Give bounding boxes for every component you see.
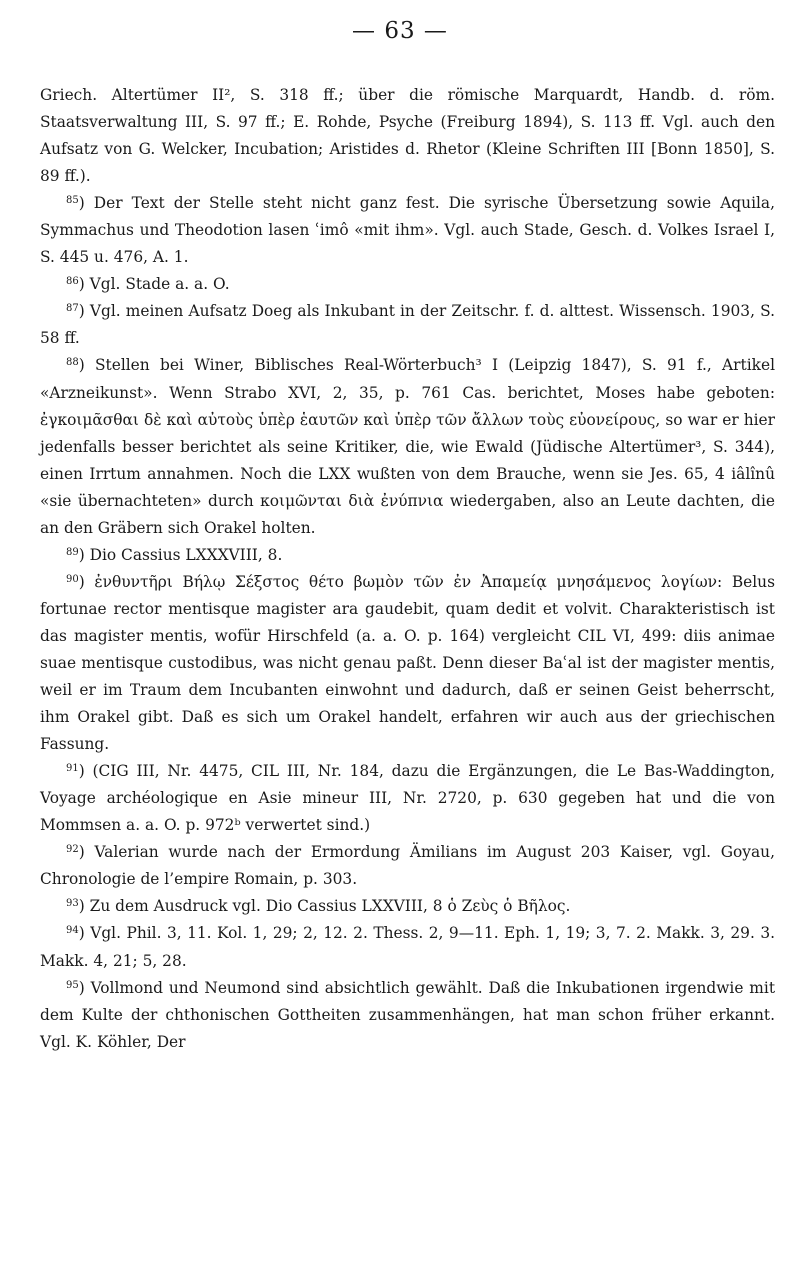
- footnote-91: $^{91}$) (CIG III, Nr. 4475, CIL III, Nr. 184, dazu die Ergänzungen, die Le Bas-Waddington, Voyage archéologique en Asie mineur III, Nr. 2720, p. 630 gegeben hat und die von Mommsen a. a. O. p. 972ᵇ verwertet sind.): [40, 762, 775, 835]
- footnote-marker: 95: [66, 979, 79, 991]
- page-body: [40, 82, 775, 1056]
- footnote-93: $^{93}$) Zu dem Ausdruck vgl. Dio Cassius LXXVIII, 8 ὁ Ζεὺς ὁ Βῆλος.: [66, 897, 571, 916]
- footnote-85: $^{85}$) Der Text der Stelle steht nicht ganz fest. Die syrische Übersetzung sowie Aquila, Symmachus und Theodotion lasen ʿimô «mit ihm». Vgl. auch Stade, Gesch. d. Volkes Israel I, S. 445 u. 476, A. 1.: [40, 194, 775, 267]
- footnote-92: $^{92}$) Valerian wurde nach der Ermordung Ämilians im August 203 Kaiser, vgl. Goyau, Chronologie de l’empire Romain, p. 303.: [40, 843, 775, 889]
- footnote-90: $^{90}$) ἐνθυντῆρι Βήλῳ Σέξστος θέτο βωμὸν τῶν ἐν Ἀπαμείᾳ μνησάμενος λογίων: Belus fortunae rector mentisque magister ara gaudebit, quam dedit et volvit. Charakteristisch ist das magister mentis, wofür Hirschfeld (a. a. O. p. 164) vergleicht CIL VI, 499: diis animae suae mentisque custodibus, was nicht genau paßt. Denn dieser Baʿal ist der magister mentis, weil er im Traum dem Incubanten einwohnt und dadurch, daß er seinen Geist beherrscht, ihm Orakel gibt. Daß es sich um Orakel handelt, erfahren wir auch aus der griechischen Fassung.: [40, 572, 775, 754]
- footnote-text: Der Text der Stelle steht nicht ganz fest. Die syrische Übersetzung sowie Aquila, Symmachus und Theodotion lasen ʿimô «mit ihm». Vgl. auch Stade, Gesch. d. Volkes Israel I, S. 445 u. 476, A. 1.: [40, 194, 775, 267]
- footnote-marker: 94: [66, 925, 79, 937]
- page-number: — 63 —: [352, 18, 448, 44]
- footnote-marker: 92: [66, 844, 79, 856]
- footnote-text: Vgl. meinen Aufsatz Doeg als Inkubant in der Zeitschr. f. d. alttest. Wissensch. 1903, S. 58 ff.: [40, 302, 775, 348]
- footnote-text: (CIG III, Nr. 4475, CIL III, Nr. 184, dazu die Ergänzungen, die Le Bas-Waddington, Voyage archéologique en Asie mineur III, Nr. 2720, p. 630 gegeben hat und die von Mommsen a. a. O. p. 972ᵇ verwertet sind.): [40, 762, 775, 835]
- footnote-marker: 86: [66, 276, 79, 288]
- footnote-text: Valerian wurde nach der Ermordung Ämilians im August 203 Kaiser, vgl. Goyau, Chronologie de l’empire Romain, p. 303.: [40, 843, 775, 889]
- footnote-94: $^{94}$) Vgl. Phil. 3, 11. Kol. 1, 29; 2, 12. 2. Thess. 2, 9—11. Eph. 1, 19; 3, 7. 2. Makk. 3, 29. 3. Makk. 4, 21; 5, 28.: [40, 924, 776, 970]
- footnote-text: Dio Cassius LXXXVIII, 8.: [89, 545, 283, 564]
- footnote-86: $^{86}$) Vgl. Stade a. a. O.: [66, 275, 230, 294]
- footnote-marker: 90: [66, 573, 79, 585]
- footnote-marker: 85: [66, 195, 79, 207]
- footnote-text: Vgl. Phil. 3, 11. Kol. 1, 29; 2, 12. 2. Thess. 2, 9—11. Eph. 1, 19; 3, 7. 2. Makk. 3, 29. 3. Makk. 4, 21; 5, 28.: [40, 924, 776, 970]
- footnote-marker: 91: [66, 763, 79, 775]
- footnote-marker: 93: [66, 898, 79, 910]
- footnote-text: ἐνθυντῆρι Βήλῳ Σέξστος θέτο βωμὸν τῶν ἐν Ἀπαμείᾳ μνησάμενος λογίων: Belus fortunae rector mentisque magister ara gaudebit, quam dedit et volvit. Charakteristisch ist das magister mentis, wofür Hirschfeld (a. a. O. p. 164) vergleicht CIL VI, 499: diis animae suae mentisque custodibus, was nicht genau paßt. Denn dieser Baʿal ist der magister mentis, weil er im Traum dem Incubanten einwohnt und dadurch, daß er seinen Geist beherrscht, ihm Orakel gibt. Daß es sich um Orakel handelt, erfahren wir auch aus der griechischen Fassung.: [40, 572, 775, 754]
- footnote-marker: 88: [66, 357, 79, 369]
- footnote-89: $^{89}$) Dio Cassius LXXXVIII, 8.: [66, 545, 283, 564]
- footnote-87: $^{87}$) Vgl. meinen Aufsatz Doeg als Inkubant in der Zeitschr. f. d. alttest. Wissensch. 1903, S. 58 ff.: [40, 302, 775, 348]
- footnote-88: $^{88}$) Stellen bei Winer, Biblisches Real-Wörterbuch³ I (Leipzig 1847), S. 91 f., Artikel «Arzneikunst». Wenn Strabo XVI, 2, 35, p. 761 Cas. berichtet, Moses habe geboten: ἐγκοιμᾶσθαι δὲ καὶ αὐτοὺς ὑπὲρ ἑαυτῶν καὶ ὑπὲρ τῶν ἄλλων τοὺς εὐονείρους, so war er hier jedenfalls besser berichtet als seine Kritiker, die, wie Ewald (Jüdische Altertümer³, S. 344), einen Irrtum annahmen. Noch die LXX wußten von dem Brauche, wenn sie Jes. 65, 4 iâlînû «sie übernachteten» durch κοιμῶνται διὰ ἐνύπνια wiedergaben, also an Leute dachten, die an den Gräbern sich Orakel holten.: [40, 356, 775, 537]
- continuation-paragraph: Griech. Altertümer II², S. 318 ff.; über die römische Marquardt, Handb. d. röm. Staatsverwaltung III, S. 97 ff.; E. Rohde, Psyche (Freiburg 1894), S. 113 ff. Vgl. auch den Aufsatz von G. Welcker, Incubation; Aristides d. Rhetor (Kleine Schriften III [Bonn 1850], S. 89 ff.).: [40, 86, 775, 186]
- footnote-text: Zu dem Ausdruck vgl. Dio Cassius LXXVIII, 8 ὁ Ζεὺς ὁ Βῆλος.: [89, 897, 571, 916]
- footnote-95: $^{95}$) Vollmond und Neumond sind absichtlich gewählt. Daß die Inkubationen irgendwie mit dem Kulte der chthonischen Gottheiten zusammenhängen, hat man schon früher erkannt. Vgl. K. Köhler, Der: [40, 978, 775, 1051]
- footnote-marker: 87: [66, 303, 79, 315]
- footnote-text: Stellen bei Winer, Biblisches Real-Wörterbuch³ I (Leipzig 1847), S. 91 f., Artikel «Arzneikunst». Wenn Strabo XVI, 2, 35, p. 761 Cas. berichtet, Moses habe geboten: ἐγκοιμᾶσθαι δὲ καὶ αὐτοὺς ὑπὲρ ἑαυτῶν καὶ ὑπὲρ τῶν ἄλλων τοὺς εὐονείρους, so war er hier jedenfalls besser berichtet als seine Kritiker, die, wie Ewald (Jüdische Altertümer³, S. 344), einen Irrtum annahmen. Noch die LXX wußten von dem Brauche, wenn sie Jes. 65, 4 iâlînû «sie übernachteten» durch κοιμῶνται διὰ ἐνύπνια wiedergaben, also an Leute dachten, die an den Gräbern sich Orakel holten.: [40, 356, 775, 537]
- footnote-marker: 89: [66, 546, 79, 558]
- footnote-text: Vollmond und Neumond sind absichtlich gewählt. Daß die Inkubationen irgendwie mit dem Kulte der chthonischen Gottheiten zusammenhängen, hat man schon früher erkannt. Vgl. K. Köhler, Der: [40, 978, 775, 1051]
- footnote-text: Vgl. Stade a. a. O.: [89, 275, 230, 294]
